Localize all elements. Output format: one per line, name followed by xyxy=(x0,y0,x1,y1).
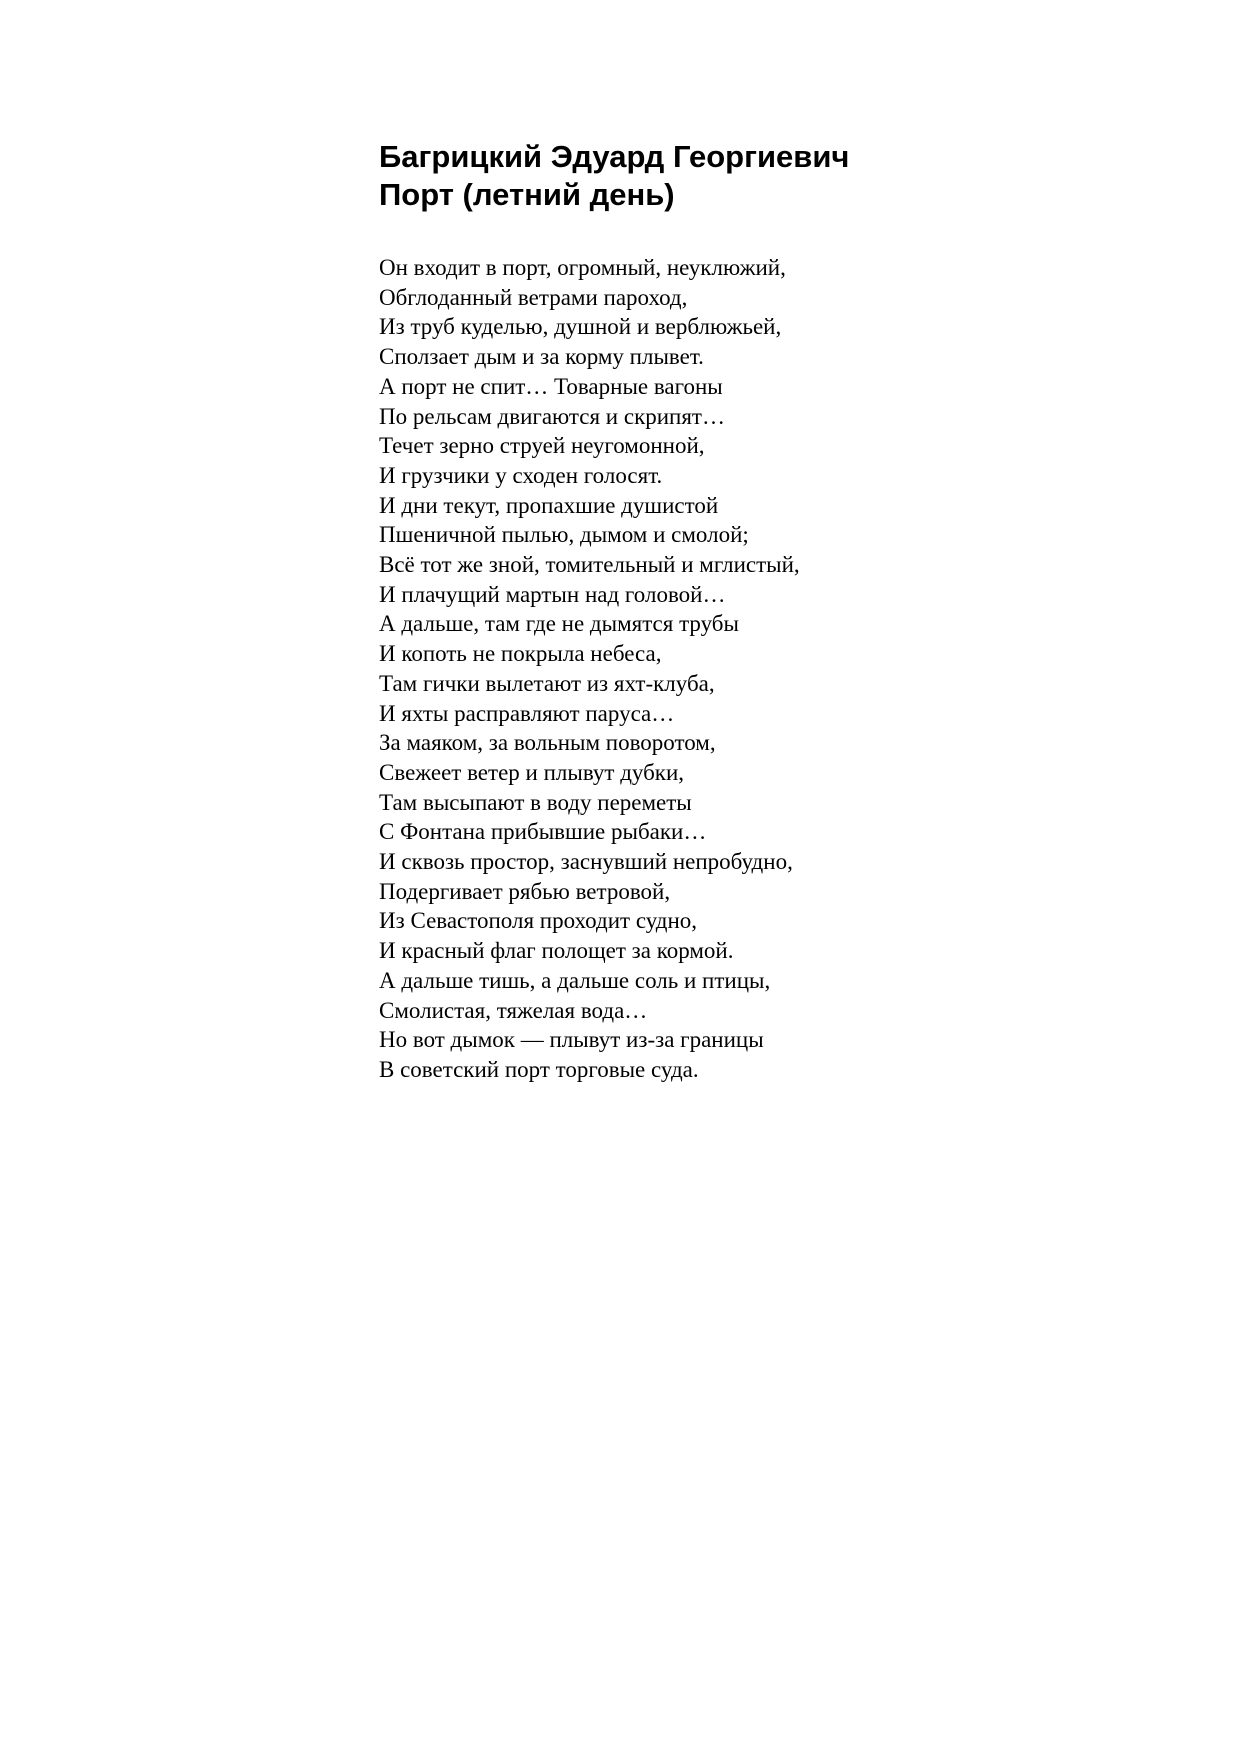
poem-line: Всё тот же зной, томительный и мглистый, xyxy=(379,552,800,578)
poem-line: Подергивает рябью ветровой, xyxy=(379,878,671,904)
poem-line: Там гички вылетают из яхт-клуба, xyxy=(379,670,715,696)
poem-line: И копоть не покрыла небеса, xyxy=(379,641,662,667)
poem-line: И красный флаг полощет за кормой. xyxy=(379,938,734,964)
poem-line: А дальше тишь, а дальше соль и птицы, xyxy=(379,967,771,993)
poem-line: Там высыпают в воду переметы xyxy=(379,789,692,815)
poem-line: Смолистая, тяжелая вода… xyxy=(379,997,648,1023)
poem-line: И грузчики у сходен голосят. xyxy=(379,462,663,488)
poem-line: Из Севастополя проходит судно, xyxy=(379,908,698,934)
poem-line: По рельсам двигаются и скрипят… xyxy=(379,403,725,429)
poem-title: Порт (летний день) xyxy=(379,177,675,212)
poem-line: Свежеет ветер и плывут дубки, xyxy=(379,759,685,785)
poem-line: За маяком, за вольным поворотом, xyxy=(379,730,716,756)
poem-line: А порт не спит… Товарные вагоны xyxy=(379,373,723,399)
document-header xyxy=(379,138,1179,214)
poem-line: В советский порт торговые суда. xyxy=(379,1056,699,1082)
poem-line: Но вот дымок — плывут из-за границы xyxy=(379,1027,764,1053)
poem-line: И яхты расправляют паруса… xyxy=(379,700,675,726)
poem-line: И сквозь простор, заснувший непробудно, xyxy=(379,849,793,875)
poem-line: Сползает дым и за корму плывет. xyxy=(379,344,704,370)
author-name: Багрицкий Эдуард Георгиевич xyxy=(379,139,850,174)
poem-line: И плачущий мартын над головой… xyxy=(379,581,726,607)
poem-line: Пшеничной пылью, дымом и смолой; xyxy=(379,522,749,548)
poem-line: И дни текут, пропахшие душистой xyxy=(379,492,719,518)
poem-line: Он входит в порт, огромный, неуклюжий, xyxy=(379,255,786,280)
poem-body xyxy=(379,253,1179,1085)
poem-line: Течет зерно струей неугомонной, xyxy=(379,433,705,459)
poem-line: Обглоданный ветрами пароход, xyxy=(379,284,688,310)
poem-line: А дальше, там где не дымятся трубы xyxy=(379,611,739,637)
poem-line: Из труб куделью, душной и верблюжьей, xyxy=(379,314,782,340)
poem-line: С Фонтана прибывшие рыбаки… xyxy=(379,819,707,845)
